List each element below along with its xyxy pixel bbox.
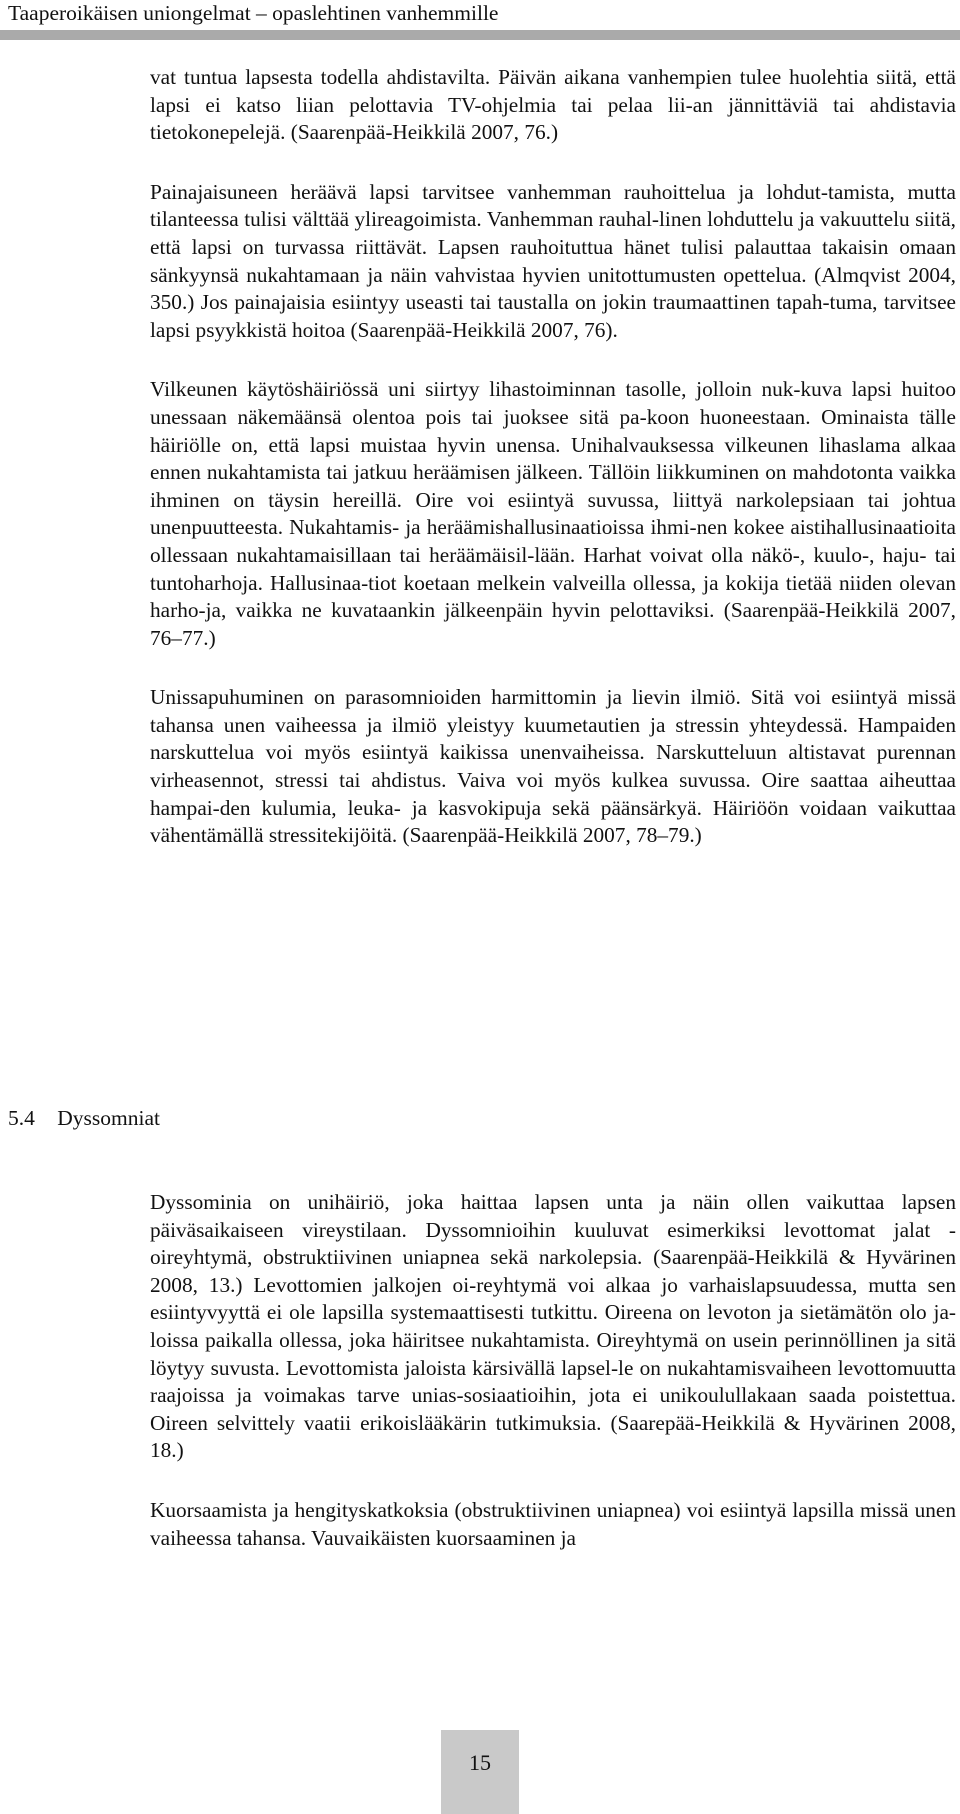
section-heading [8, 1106, 160, 1131]
page-header [0, 0, 960, 34]
paragraph: Vilkeunen käytöshäiriössä uni siirtyy lihastoiminnan tasolle, jolloin nuk-kuva lapsi huitoo unessaan näkemäänsä olentoa pois tai juoksee sitä pa-koon huoneestaan. Ominaista tälle häiriölle on, että lapsi muistaa hyvin unensa. Unihalvauksessa vilkeunen lihaslama alkaa ennen nukahtamista tai jatkuu heräämisen jälkeen. Tällöin liikkuminen on mahdotonta vaikka ihminen on täysin hereillä. Oire voi esiintyä suvussa, liittyä narkolepsiaan tai johtua unenpuutteesta. Nukahtamis- ja heräämishallusinaatioissa ihmi-nen kokee aistihallusinaatioita ollessaan nukahtamaisillaan tai heräämäisil-lään. Harhat voivat olla näkö-, kuulo-, haju- tai tuntoharhoja. Hallusinaa-tiot koetaan melkein valveilla ollessa, ja kokija tietää niiden olevan harho-ja, vaikka ne kuvataankin jälkeenpäin hyvin pelottaviksi. (Saarenpää-Heikkilä 2007, 76–77.) [150, 377, 956, 650]
page-number: 15 [469, 1750, 491, 1775]
paragraph: vat tuntua lapsesta todella ahdistavilta. Päivän aikana vanhempien tulee huolehtia siitä, että lapsi ei katso liian pelottavia TV-ohjelmia tai pelaa lii-an jännittäviä tai ahdistavia tietokonepelejä. (Saarenpää-Heikkilä 2007, 76.) [150, 65, 956, 145]
page-number-box [441, 1730, 519, 1814]
paragraph: Dyssominia on unihäiriö, joka haittaa lapsen unta ja näin ollen vaikuttaa lapsen päiväsaikaiseen vireystilaan. Dyssomnioihin kuuluvat esimerkiksi levottomat jalat -oireyhtymä, obstruktiivinen uniapnea sekä narkolepsia. (Saarenpää-Heikkilä & Hyvärinen 2008, 13.) Levottomien jalkojen oi-reyhtymä voi alkaa jo varhaislapsuudessa, mutta sen esiintyvyyttä ei ole lapsilla systemaattisesti tutkittu. Oireena on levoton ja sietämätön olo ja-loissa paikalla ollessa, joka häiritsee nukahtamista. Oireyhtymä on usein perinnöllinen ja sitä löytyy suvusta. Levottomista jaloista kärsivällä lapsel-le on nukahtamisvaiheen levottomuutta raajoissa ja voimakas tarve unias-sosiaatioihin, jota ei unikoulullakaan saada poistettua. Oireen selvittely vaatii erikoislääkärin tutkimuksia. (Saarepää-Heikkilä & Hyvärinen 2008, 18.) [150, 1190, 956, 1463]
paragraph: Kuorsaamista ja hengityskatkoksia (obstruktiivinen uniapnea) voi esiintyä lapsilla missä unen vaiheessa tahansa. Vauvaikäisten kuorsaaminen ja [150, 1497, 956, 1550]
section-number: 5.4 [8, 1106, 35, 1130]
header-title: Taaperoikäisen uniongelmat – opaslehtinen vanhemmille [8, 1, 499, 25]
section-title: Dyssomniat [57, 1106, 160, 1130]
body-text-bottom [150, 1189, 956, 1584]
body-text-top [150, 64, 956, 882]
paragraph: Unissapuhuminen on parasomnioiden harmittomin ja lievin ilmiö. Sitä voi esiintyä missä tahansa unen vaiheessa ja ilmiö yleistyy kuumetautien ja stressin yhteydessä. Hampaiden narskuttelua voi myös esiintyä kaikissa unenvaiheissa. Narskutteluun altistavat purennan virheasennot, stressi tai ahdistus. Vaiva voi myös kulkea suvussa. Oire saattaa aiheuttaa hampai-den kulumia, leuka- ja kasvokipuja sekä päänsärkyä. Häiriöön voidaan vaikuttaa vähentämällä stressitekijöitä. (Saarenpää-Heikkilä 2007, 78–79.) [150, 685, 956, 848]
paragraph: Painajaisuneen heräävä lapsi tarvitsee vanhemman rauhoittelua ja lohdut-tamista, mutta tilanteessa tulisi välttää ylireagoimista. Vanhemman rauhal-linen lohduttelu ja vakuuttelu siitä, että lapsi on turvassa riittävät. Lapsen rauhoituttua hänet tulisi palauttaa takaisin omaan sänkyynsä nukahtamaan ja näin vahvistaa hyvien unitottumusten opettelua. (Almqvist 2004, 350.) Jos painajaisia esiintyy useasti tai taustalla on jokin traumaattinen tapah-tuma, tarvitsee lapsi psyykkistä hoitoa (Saarenpää-Heikkilä 2007, 76). [150, 179, 956, 342]
header-rule [0, 30, 960, 40]
